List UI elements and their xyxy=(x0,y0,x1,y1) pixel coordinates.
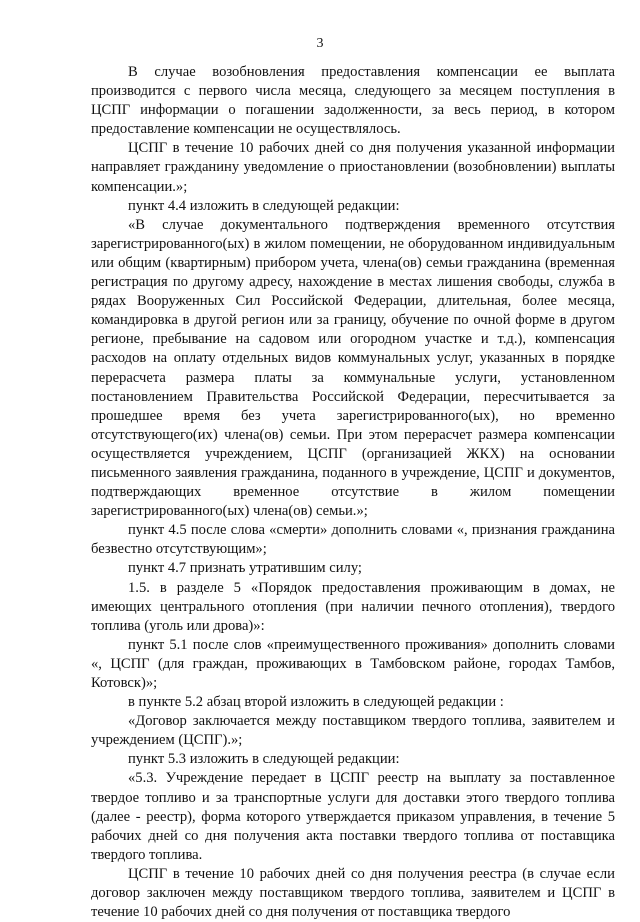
paragraph-clause-5-1: пункт 5.1 после слов «преимущественного проживания» дополнить словами «, ЦСПГ (для граждан, проживающих в Тамбовском районе, городах Тамбов, Котовск)»; xyxy=(91,636,615,691)
paragraph-compensation-resumption: В случае возобновления предоставления компенсации ее выплата производится с первого числа месяца, следующего за месяцем поступления в ЦСПГ информации о погашении задолженности, за весь период, в котором предоставление компенсации не осуществлялось. xyxy=(91,64,615,138)
paragraph-clause-5-2-text: «Договор заключается между поставщиком твердого топлива, заявителем и учреждением (ЦСПГ).»; xyxy=(91,713,615,749)
paragraph-clause-4-4-text: «В случае документального подтверждения временного отсутствия зарегистрированного(ых) в жилом помещении, не оборудованном индивидуальным или общим (квартирным) прибором учета, члена(ов) семьи гражданина (временная регистрация по другому адресу, нахождение в местах лишения свободы, служба в рядах Вооруженных Сил Российской Федерации, длительная, более месяца, командировка в другой регион или за границу, обучение по очной форме в другом регионе, пребывание на садовом или огородном участке и т.д.), компенсация расходов на оплату отдельных видов коммунальных услуг, указанных в порядке перерасчета размера платы за коммунальные услуги, установленном постановлением Правительства Российской Федерации, пересчитывается за прошедшее время без учета зарегистрированного(ых), но временно отсутствующего(их) члена(ов) семьи. При этом перерасчет размера компенсации осуществляется учреждением, ЦСПГ (организацией ЖКХ) на основании письменного заявления гражданина, поданного в учреждение, ЦСПГ и документов, подтверждающих временное отсутствие в жилом помещении зарегистрированного(ых) члена(ов) семьи.»; xyxy=(91,216,615,520)
page-number: 3 xyxy=(316,36,324,51)
paragraph-section-5: 1.5. в разделе 5 «Порядок предоставления проживающим в домах, не имеющих центрального отопления (при наличии печного отопления), твердого топлива (уголь или дрова)»: xyxy=(91,579,615,634)
paragraph-clause-4-5: пункт 4.5 после слова «смерти» дополнить словами «, признания гражданина безвестно отсутствующим»; xyxy=(91,522,615,558)
paragraph-clause-5-2-intro: в пункте 5.2 абзац второй изложить в следующей редакции : xyxy=(128,694,504,711)
paragraph-clause-5-3-text: «5.3. Учреждение передает в ЦСПГ реестр на выплату за поставленное твердое топливо и за транспортные услуги для доставки этого твердого топлива (далее - реестр), форма которого утверждается приказом управления, в течение 5 рабочих дней со дня получения акта поставки твердого топлива от поставщика твердого топлива. xyxy=(91,770,615,863)
paragraph-cspg-registry: ЦСПГ в течение 10 рабочих дней со дня получения реестра (в случае если договор заключен между поставщиком твердого топлива, заявителем и ЦСПГ в течение 10 рабочих дней со дня получения от поставщика твердого xyxy=(91,865,615,921)
paragraph-clause-4-7: пункт 4.7 признать утратившим силу; xyxy=(128,560,362,577)
document-body xyxy=(91,63,615,922)
paragraph-cspg-notification: ЦСПГ в течение 10 рабочих дней со дня получения указанной информации направляет гражданину уведомление о приостановлении (возобновлении) выплаты компенсации.»; xyxy=(91,140,615,195)
paragraph-clause-5-3-intro: пункт 5.3 изложить в следующей редакции: xyxy=(128,751,400,768)
paragraph-clause-4-4-intro: пункт 4.4 изложить в следующей редакции: xyxy=(128,197,400,214)
